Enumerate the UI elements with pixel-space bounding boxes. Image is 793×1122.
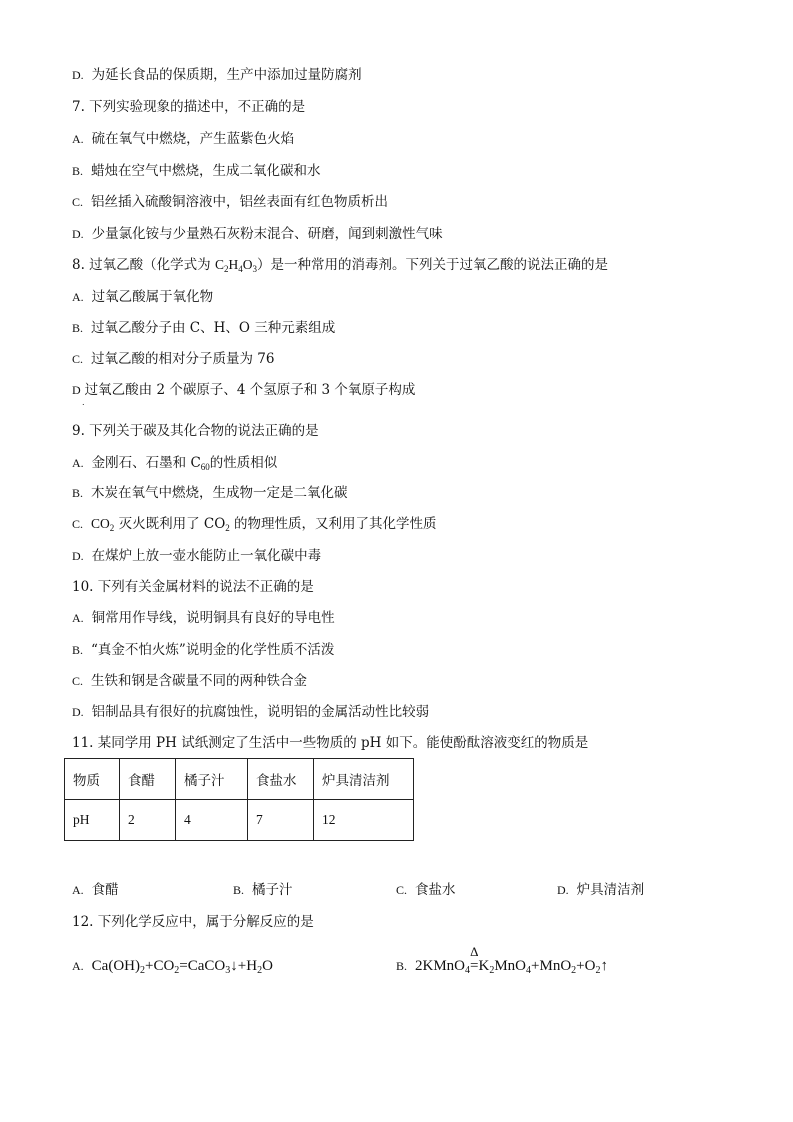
option-label: C. (72, 674, 84, 688)
option-text: 过氧乙酸由 2 个碳原子、4 个氢原子和 3 个氧原子构成 (84, 382, 416, 398)
q11-option-a (72, 881, 119, 899)
option-text: 为延长食品的保质期，生产中添加过量防腐剂 (91, 67, 362, 83)
q6-option-d (72, 66, 362, 84)
option-label: C. (396, 883, 408, 897)
option-label: D. (557, 883, 569, 897)
option-text: 炉具清洁剂 (576, 882, 645, 898)
option-text: 铝丝插入硫酸铜溶液中，铝丝表面有红色物质析出 (91, 194, 389, 210)
stem-post: ）是一种常用的消毒剂。下列关于过氧乙酸的说法正确的是 (256, 257, 608, 273)
option-text: 硫在氧气中燃烧，产生蓝紫色火焰 (91, 131, 295, 147)
table-cell: 7 (248, 800, 314, 841)
q9-option-b (72, 484, 348, 502)
table-cell: 食醋 (120, 759, 176, 800)
q8-option-a (72, 288, 213, 306)
q10-option-a (72, 609, 335, 627)
option-label: D. (72, 705, 84, 719)
option-text: 木炭在氧气中燃烧，生成物一定是二氧化碳 (91, 485, 348, 501)
q8-option-c (72, 350, 275, 368)
option-text: 在煤炉上放一壶水能防止一氧化碳中毒 (91, 548, 322, 564)
table-cell: 12 (314, 800, 414, 841)
option-text: 过氧乙酸分子由 C、H、O 三种元素组成 (91, 320, 336, 336)
q8-option-d (72, 381, 415, 399)
q10-stem: 10. 下列有关金属材料的说法不正确的是 (72, 579, 314, 595)
option-label: C. (72, 517, 84, 531)
q7-option-a (72, 130, 294, 148)
down-arrow-icon: ↓ (230, 958, 238, 974)
table-cell: 食盐水 (248, 759, 314, 800)
option-text: 铜常用作导线，说明铜具有良好的导电性 (91, 610, 335, 626)
subscript: 60 (200, 462, 210, 472)
up-arrow-icon: ↑ (600, 958, 608, 974)
option-label: A. (72, 290, 84, 304)
q8-stem (72, 256, 608, 274)
option-text: 过氧乙酸的相对分子质量为 76 (91, 351, 275, 367)
q7-stem: 7. 下列实验现象的描述中，不正确的是 (72, 99, 306, 115)
table-cell: 4 (176, 800, 248, 841)
table-row (65, 759, 414, 800)
stray-mark: . (82, 398, 85, 407)
option-label: D. (72, 227, 84, 241)
option-label: D (72, 383, 81, 397)
q12-option-b (396, 944, 608, 976)
option-text: 蜡烛在空气中燃烧，生成二氧化碳和水 (91, 163, 321, 179)
q9-option-d (72, 547, 321, 565)
option-label: A. (72, 611, 84, 625)
table-cell: 炉具清洁剂 (314, 759, 414, 800)
q10-option-b (72, 641, 334, 659)
option-label: C. (72, 352, 84, 366)
option-text: 铝制品具有很好的抗腐蚀性，说明铝的金属活动性比较弱 (91, 704, 430, 720)
option-text: 食盐水 (415, 882, 456, 898)
q11-option-b (233, 881, 293, 899)
q12-option-a (72, 958, 273, 975)
q7-option-d (72, 225, 443, 243)
table-cell: 2 (120, 800, 176, 841)
table-cell: 物质 (65, 759, 120, 800)
q9-stem: 9. 下列关于碳及其化合物的说法正确的是 (72, 423, 319, 439)
option-text: 橘子汁 (252, 882, 293, 898)
option-label: A. (72, 959, 84, 973)
q8-option-b (72, 319, 335, 337)
option-label: A. (72, 883, 84, 897)
table-cell: pH (65, 800, 120, 841)
option-text: 少量氯化铵与少量熟石灰粉末混合、研磨，闻到刺激性气味 (91, 226, 443, 242)
option-label: C. (72, 195, 84, 209)
option-label: B. (233, 883, 245, 897)
option-label: B. (72, 164, 84, 178)
equation-b: 2KMnO$_4$ Δ $=K_2MnO_4+MnO_2+O_2↑$ (415, 944, 608, 976)
option-text: 过氧乙酸属于氧化物 (91, 289, 214, 305)
option-label: B. (72, 486, 84, 500)
q7-option-b (72, 162, 321, 180)
delta-icon: Δ (470, 944, 479, 959)
stem-pre: 8. 过氧乙酸（化学式为 (72, 257, 215, 273)
option-label: B. (396, 959, 408, 973)
q11-option-c (396, 881, 456, 899)
option-label: D. (72, 68, 84, 82)
q7-option-c (72, 193, 388, 211)
formula: $C_2H_4O_3$ (214, 257, 257, 274)
option-text-pre: 金刚石、石墨和 C (91, 455, 201, 471)
option-label: B. (72, 321, 84, 335)
ph-table (64, 758, 414, 841)
q10-option-d (72, 703, 429, 721)
table-row (65, 800, 414, 841)
q11-stem: 11. 某同学用 PH 试纸测定了生活中一些物质的 pH 如下。能使酚酞溶液变红的物质是 (72, 735, 589, 751)
q10-option-c (72, 672, 307, 690)
option-label: A. (72, 456, 84, 470)
option-label: A. (72, 132, 84, 146)
q9-option-a (72, 454, 277, 472)
option-text: 食醋 (91, 882, 119, 898)
equation-a: $Ca(OH)_2+CO_2=CaCO_3↓+H_2O$ (91, 958, 273, 976)
option-label: B. (72, 643, 84, 657)
option-text: “真金不怕火炼”说明金的化学性质不活泼 (91, 642, 335, 658)
q11-option-d (557, 881, 644, 899)
option-text-post: 的性质相似 (209, 455, 278, 471)
q12-stem: 12. 下列化学反应中，属于分解反应的是 (72, 914, 314, 930)
option-label: D. (72, 549, 84, 563)
table-cell: 橘子汁 (176, 759, 248, 800)
option-text: 生铁和钢是含碳量不同的两种铁合金 (91, 673, 308, 689)
q9-option-c: C. $CO_2$ 灭火既利用了 $CO_2$ 的物理性质，又利用了其化学性质 (72, 516, 437, 533)
